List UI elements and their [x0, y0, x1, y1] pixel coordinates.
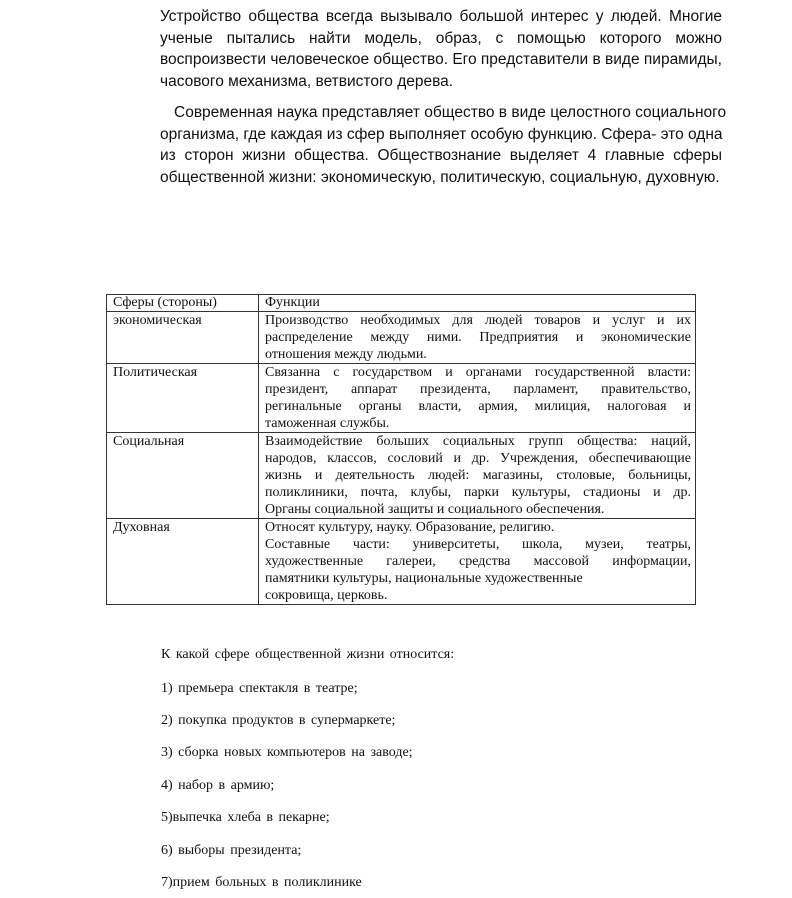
paragraph-line: общественной жизни: экономическую, политическую, социальную, духовную. — [160, 168, 720, 186]
header-functions: Функции — [259, 295, 696, 312]
paragraph-line: Устройство общества всегда вызывало большой интерес у людей. Многие — [160, 8, 722, 25]
function-line: регинальные органы власти, армия, милиция, налоговая и — [265, 399, 691, 414]
function-cell — [259, 364, 696, 433]
question-item: 3) сборка новых компьютеров на заводе; — [161, 745, 413, 760]
paragraph-line: из сторон жизни общества. Обществознание выделяет 4 главные сферы — [160, 147, 722, 164]
function-cell — [259, 312, 696, 364]
function-line: Органы социальной защиты и социального обеспечения. — [265, 502, 605, 517]
paragraph-line: часового механизма, ветвистого дерева. — [160, 72, 454, 90]
paragraph-line: воспроизвести человеческое общество. Его представители в виде пирамиды, — [160, 51, 722, 68]
paragraph-line: Современная наука представляет общество в виде целостного социального — [174, 104, 727, 121]
spheres-table — [106, 294, 696, 605]
function-line: Составные части: университеты, школа, музеи, театры, — [265, 537, 691, 552]
sphere-political: Политическая — [107, 364, 259, 433]
paragraph-line: организма, где каждая из сфер выполняет особую функцию. Сфера- это одна — [160, 125, 723, 143]
table-row — [107, 433, 696, 519]
function-line: сокровища, церковь. — [265, 588, 388, 603]
question-prompt: К какой сфере общественной жизни относится: — [161, 647, 455, 662]
function-cell — [259, 519, 696, 605]
intro-paragraph-1 — [160, 6, 722, 92]
question-item: 1) премьера спектакля в театре; — [161, 681, 358, 696]
sphere-social: Социальная — [107, 433, 259, 519]
function-line: народов, классов, сословий и др. Учреждения, обеспечивающие — [265, 451, 691, 466]
intro-paragraph-2 — [160, 102, 727, 188]
function-line: памятники культуры, национальные художественные — [265, 571, 583, 586]
header-spheres: Сферы (стороны) — [107, 295, 259, 312]
question-item: 4) набор в армию; — [161, 778, 275, 793]
function-line: жизнь и деятельность людей: магазины, столовые, больницы, — [265, 468, 691, 483]
sphere-economic: экономическая — [107, 312, 259, 364]
table-row — [107, 312, 696, 364]
function-line: Производство необходимых для людей товаров и услуг и их — [265, 313, 691, 328]
question-item: 5)выпечка хлеба в пекарне; — [161, 810, 330, 825]
function-line: Связанна с государством и органами государственной власти: — [265, 365, 691, 380]
function-cell — [259, 433, 696, 519]
function-line: таможенная службы. — [265, 416, 390, 431]
function-line: президент, аппарат президента, парламент, правительство, — [265, 382, 691, 397]
table-row — [107, 364, 696, 433]
question-item: 6) выборы президента; — [161, 843, 302, 858]
function-line: поликлиники, почта, клубы, парки культуры, стадионы и др. — [265, 485, 691, 500]
function-line: Взаимодействие больших социальных групп общества: наций, — [265, 434, 691, 449]
function-line: отношения между людьми. — [265, 347, 427, 362]
paragraph-line: ученые пытались найти модель, образ, с помощью которого можно — [160, 29, 722, 47]
sphere-spiritual: Духовная — [107, 519, 259, 605]
table-row — [107, 519, 696, 605]
function-line: распределение между ними. Предприятия и экономические — [265, 330, 691, 345]
function-line: Относят культуру, науку. Образование, религию. — [265, 520, 555, 535]
question-item: 7)прием больных в поликлинике — [161, 875, 362, 890]
function-line: художественные галереи, средства массовой информации, — [265, 554, 691, 569]
table-header-row — [107, 295, 696, 312]
question-item: 2) покупка продуктов в супермаркете; — [161, 713, 396, 728]
